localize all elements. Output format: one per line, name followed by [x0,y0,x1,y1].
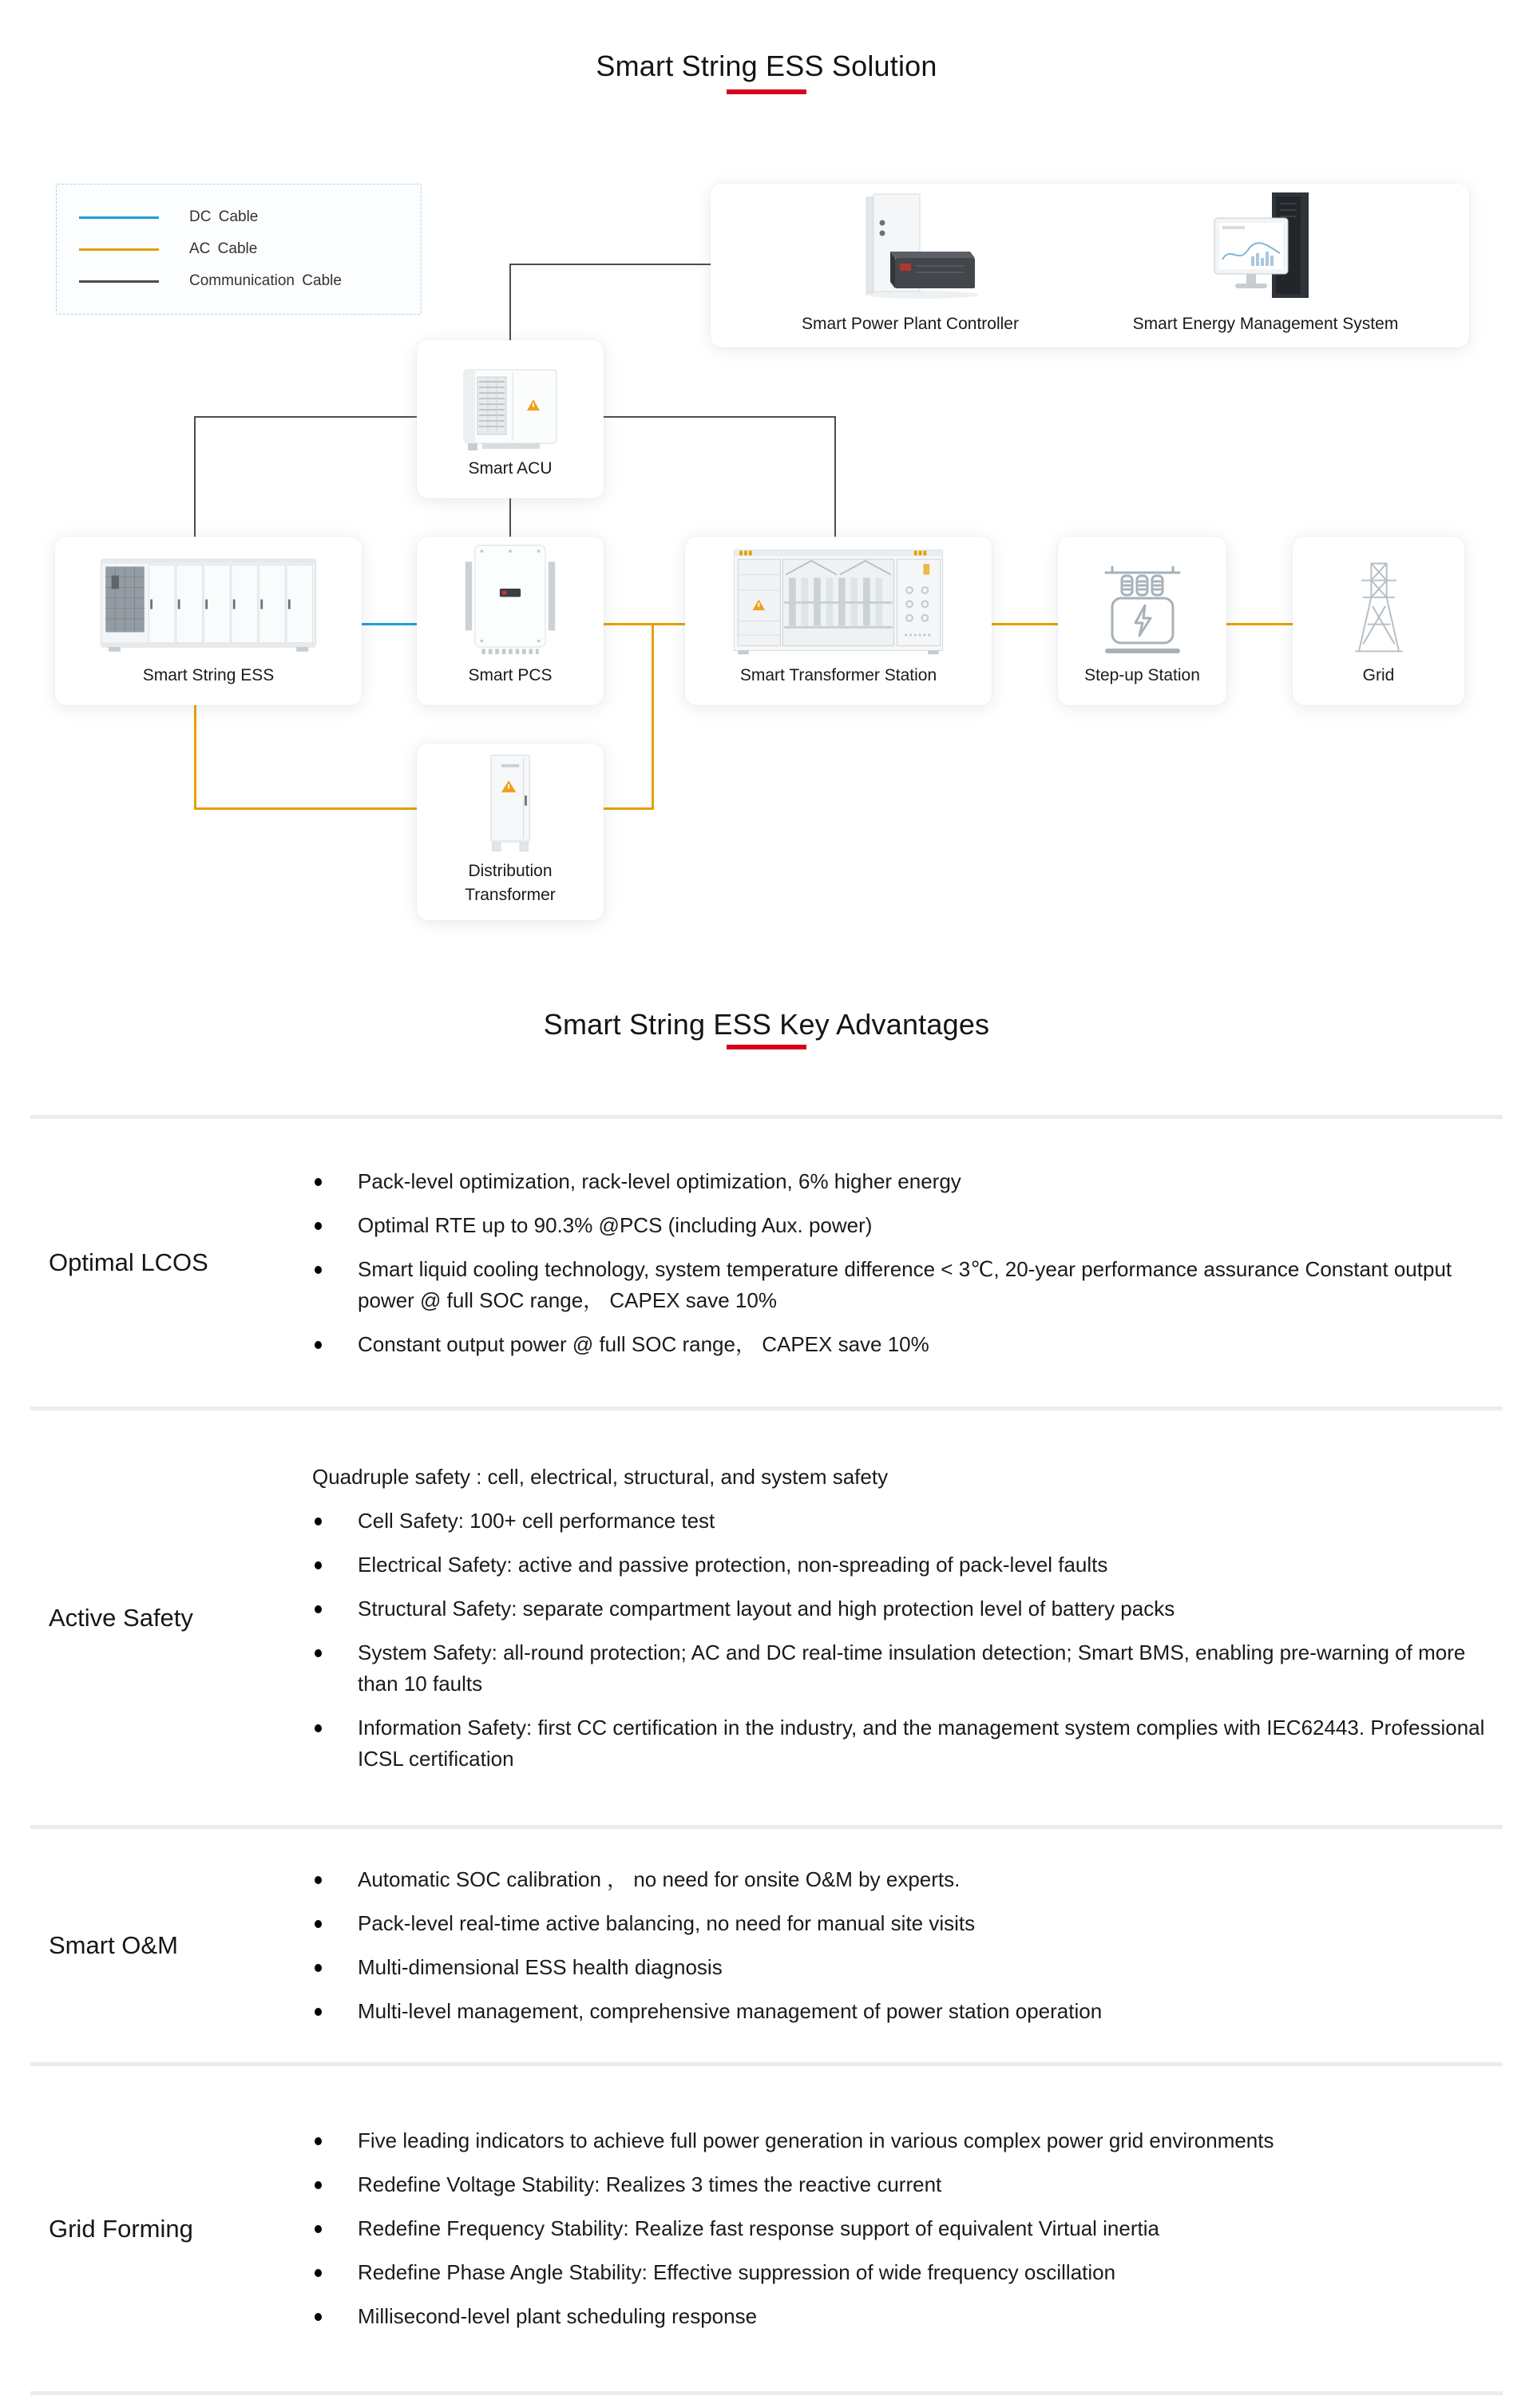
bullet-text: Pack-level optimization, rack-level optimization, 6% higher energy [358,1168,961,1193]
ac-cable-line [604,623,685,625]
bullet-text: Automatic SOC calibration ， no need for onsite O&M by experts. [358,1867,961,1891]
smart-energy-management-system-image [1202,189,1329,309]
section-divider [30,2391,1503,2395]
advantage-section-grid-forming [0,2066,1533,2391]
bullet-row [312,1505,1488,1537]
advantage-section-active-safety [0,1410,1533,1825]
communication-cable-line [194,416,196,537]
bullet-row [312,2125,1488,2156]
node-step-up-station [1058,537,1226,705]
legend-row-ac [79,240,421,258]
bullet-icon [315,1876,322,1884]
node-label: Smart Transformer Station [739,666,937,684]
management-panel [711,184,1469,347]
bullet-row [312,1210,1488,1241]
legend-row-dc [79,208,421,226]
bullet-row [312,1637,1488,1700]
bullet-icon [315,2008,322,2016]
dc-cable-line [362,623,417,625]
node-distribution-transformer [417,744,604,920]
bullet-text: Smart liquid cooling technology, system temperature difference < 3℃, 20-year performance assurance Constant output power @ full SOC range， CAPEX save 10% [358,1256,1452,1312]
cable-legend [56,184,422,315]
step-up-station-icon [1095,557,1190,661]
node-label: Smart PCS [468,666,553,684]
node-smart-acu [417,340,604,498]
bullet-icon [315,2137,322,2145]
node-label: Smart ACU [468,459,553,478]
node-label: Smart Power Plant Controller [802,315,1019,333]
title-underline [727,1045,806,1049]
communication-cable-swatch [79,280,159,283]
advantage-section-smart-om [0,1829,1533,2062]
node-label: Smart String ESS [142,666,275,684]
page-title: Smart String ESS Solution [596,50,937,82]
bullet-text: Information Safety: first CC certification in the industry, and the management system complies with IEC62443. Professional ICSL certification [358,1715,1485,1771]
bullet-row [312,1864,1488,1895]
grid-icon [1339,553,1419,661]
bullet-icon [315,1561,322,1569]
bullet-text: Structural Safety: separate compartment layout and high protection level of battery packs [358,1596,1175,1621]
node-smart-string-ess [55,537,362,705]
bullet-row [312,2213,1488,2244]
bullet-row [312,1952,1488,1983]
node-smart-energy-management-system [1086,184,1445,347]
legend-label: AC Cable [189,240,258,257]
section-label: Active Safety [49,1603,193,1632]
section-label: Optimal LCOS [49,1248,208,1276]
bullet-text: Redefine Frequency Stability: Realize fast response support of equivalent Virtual inertia [358,2216,1159,2240]
advantages-title: Smart String ESS Key Advantages [543,1008,990,1041]
smart-transformer-station-image [727,541,950,661]
bullet-row [312,1996,1488,2027]
bullet-text: Millisecond-level plant scheduling response [358,2304,758,2328]
smart-acu-image [458,366,562,454]
node-smart-power-plant-controller [743,184,1078,347]
bullet-row [312,2301,1488,2332]
bullet-row [312,1712,1488,1775]
bullet-icon [315,2313,322,2321]
bullet-row [312,1329,1488,1360]
bullet-icon [315,1517,322,1525]
bullet-icon [315,2181,322,2189]
section-label: Grid Forming [49,2214,193,2243]
bullet-icon [315,1341,322,1349]
legend-row-comm [79,272,421,290]
bullet-row [312,1549,1488,1581]
bullet-text: Electrical Safety: active and passive protection, non-spreading of pack-level faults [358,1552,1108,1577]
bullet-text: Pack-level real-time active balancing, no need for manual site visits [358,1911,976,1935]
ac-cable-swatch [79,248,159,251]
smart-pcs-image [462,541,558,661]
bullet-icon [315,1266,322,1274]
bullet-text: Optimal RTE up to 90.3% @PCS (including Aux. power) [358,1212,873,1237]
bullet-row [312,1254,1488,1316]
distribution-transformer-image [478,752,542,856]
bullet-icon [315,1724,322,1732]
bullet-icon [315,1649,322,1657]
advantage-section-optimal-lcos [0,1119,1533,1406]
node-label: Distribution Transformer [465,862,556,904]
ac-cable-line [1226,623,1293,625]
smart-power-plant-controller-image [842,189,978,309]
communication-cable-line [509,264,511,340]
bullet-text: Multi-level management, comprehensive management of power station operation [358,1999,1103,2023]
bullet-text: Constant output power @ full SOC range， CAPEX save 10% [358,1331,929,1356]
node-label: Smart Energy Management System [1132,315,1399,333]
bullet-text: Redefine Phase Angle Stability: Effective suppression of wide frequency oscillation [358,2260,1116,2284]
node-smart-pcs [417,537,604,705]
node-label: Step-up Station [1084,666,1200,684]
node-grid [1293,537,1464,705]
communication-cable-line [509,498,511,537]
bullet-text: Five leading indicators to achieve full power generation in various complex power grid environments [358,2128,1274,2152]
section-label: Smart O&M [49,1931,178,1959]
bullet-row [312,2257,1488,2288]
bullet-icon [315,1920,322,1928]
dc-cable-swatch [79,216,159,219]
bullet-row [312,1593,1488,1625]
communication-cable-line [834,416,836,537]
bullet-row [312,1908,1488,1939]
bullet-icon [315,2225,322,2233]
bullet-icon [315,2269,322,2277]
bullet-icon [315,1178,322,1186]
title-underline [727,89,806,94]
ac-cable-line [652,623,654,810]
bullet-row [312,2169,1488,2200]
node-label: Grid [1362,666,1395,684]
legend-label: Communication Cable [189,272,342,289]
section-intro: Quadruple safety : cell, electrical, structural, and system safety [312,1464,889,1489]
ac-cable-line [992,623,1058,625]
bullet-row [312,1166,1488,1197]
bullet-text: Multi-dimensional ESS health diagnosis [358,1955,723,1979]
communication-cable-line [509,264,711,265]
bullet-icon [315,1964,322,1972]
node-smart-transformer-station [685,537,992,705]
bullet-icon [315,1222,322,1230]
smart-string-ess-image [89,549,328,661]
bullet-text: System Safety: all-round protection; AC and DC real-time insulation detection; Smart BMS, enabling pre-warning of more than 10 faults [358,1640,1466,1696]
bullet-text: Cell Safety: 100+ cell performance test [358,1508,715,1533]
bullet-text: Redefine Voltage Stability: Realizes 3 times the reactive current [358,2172,942,2196]
legend-label: DC Cable [189,208,259,225]
ac-cable-line [194,705,196,810]
bullet-icon [315,1605,322,1613]
